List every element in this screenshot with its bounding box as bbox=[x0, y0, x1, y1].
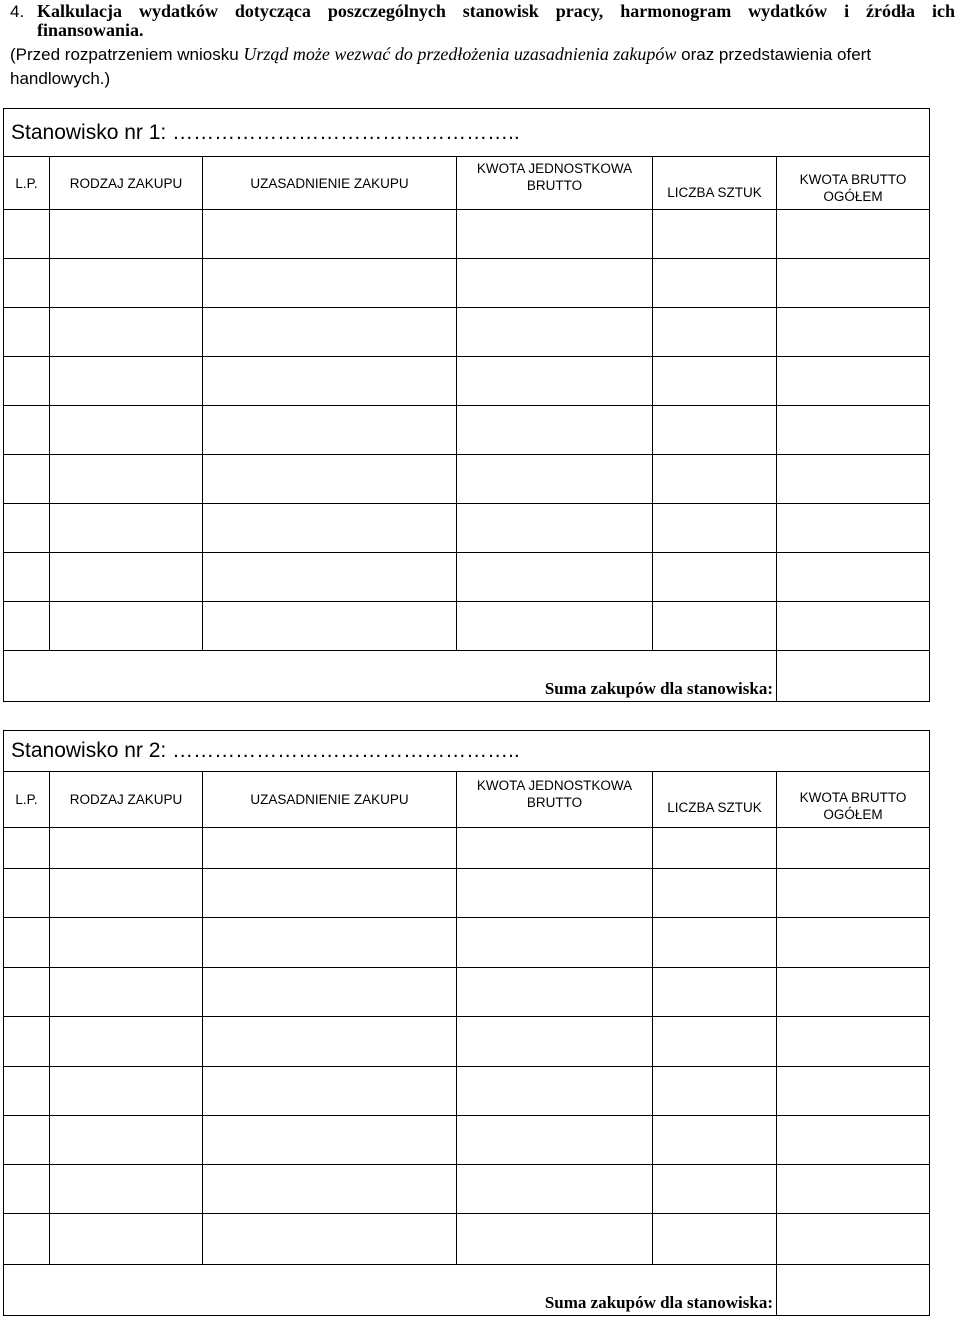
col-header-kwota-ogolem: KWOTA BRUTTO OGÓŁEM bbox=[777, 157, 930, 210]
cell-lp[interactable] bbox=[4, 968, 50, 1017]
cell-liczba[interactable] bbox=[653, 455, 777, 504]
cell-kwota-jednostkowa[interactable] bbox=[457, 869, 653, 918]
cell-uzasadnienie[interactable] bbox=[203, 1165, 457, 1214]
table-row bbox=[4, 553, 930, 602]
table-row bbox=[4, 406, 930, 455]
col-header-uzasadnienie: UZASADNIENIE ZAKUPU bbox=[203, 157, 457, 210]
table-row bbox=[4, 968, 930, 1017]
sum-row bbox=[4, 651, 930, 702]
cell-kwota-ogolem[interactable] bbox=[777, 210, 930, 259]
cell-liczba[interactable] bbox=[653, 869, 777, 918]
cell-liczba[interactable] bbox=[653, 553, 777, 602]
col-header-liczba: LICZBA SZTUK bbox=[653, 157, 777, 210]
cell-kwota-jednostkowa[interactable] bbox=[457, 602, 653, 651]
cell-liczba[interactable] bbox=[653, 968, 777, 1017]
cell-liczba[interactable] bbox=[653, 357, 777, 406]
cell-kwota-jednostkowa[interactable] bbox=[457, 259, 653, 308]
cell-rodzaj[interactable] bbox=[50, 1067, 203, 1116]
table-row bbox=[4, 828, 930, 869]
cell-liczba[interactable] bbox=[653, 406, 777, 455]
col-header-rodzaj: RODZAJ ZAKUPU bbox=[50, 157, 203, 210]
cell-rodzaj[interactable] bbox=[50, 259, 203, 308]
cell-liczba[interactable] bbox=[653, 1165, 777, 1214]
sum-value-cell[interactable] bbox=[777, 651, 930, 702]
cell-liczba[interactable] bbox=[653, 259, 777, 308]
cell-lp[interactable] bbox=[4, 504, 50, 553]
cell-kwota-jednostkowa[interactable] bbox=[457, 455, 653, 504]
cell-kwota-ogolem[interactable] bbox=[777, 553, 930, 602]
col-header-rodzaj: RODZAJ ZAKUPU bbox=[50, 772, 203, 828]
cell-rodzaj[interactable] bbox=[50, 602, 203, 651]
table-row bbox=[4, 357, 930, 406]
cell-lp[interactable] bbox=[4, 1017, 50, 1067]
cell-rodzaj[interactable] bbox=[50, 869, 203, 918]
cell-uzasadnienie[interactable] bbox=[203, 504, 457, 553]
cell-lp[interactable] bbox=[4, 1067, 50, 1116]
cell-rodzaj[interactable] bbox=[50, 504, 203, 553]
cell-uzasadnienie[interactable] bbox=[203, 308, 457, 357]
cell-kwota-ogolem[interactable] bbox=[777, 455, 930, 504]
cell-kwota-jednostkowa[interactable] bbox=[457, 828, 653, 869]
cell-uzasadnienie[interactable] bbox=[203, 968, 457, 1017]
cell-kwota-ogolem[interactable] bbox=[777, 968, 930, 1017]
station-title: Stanowisko nr 2: ………………………………………….. bbox=[4, 731, 930, 772]
cell-kwota-jednostkowa[interactable] bbox=[457, 553, 653, 602]
table-row bbox=[4, 1017, 930, 1067]
cell-liczba[interactable] bbox=[653, 210, 777, 259]
cell-kwota-jednostkowa[interactable] bbox=[457, 210, 653, 259]
sum-value-cell[interactable] bbox=[777, 1265, 930, 1316]
cell-lp[interactable] bbox=[4, 1116, 50, 1165]
note-open: (Przed rozpatrzeniem wniosku bbox=[10, 45, 239, 64]
cell-uzasadnienie[interactable] bbox=[203, 869, 457, 918]
cell-kwota-jednostkowa[interactable] bbox=[457, 968, 653, 1017]
table-row bbox=[4, 504, 930, 553]
table-row bbox=[4, 1067, 930, 1116]
cell-rodzaj[interactable] bbox=[50, 1116, 203, 1165]
station-table-2 bbox=[3, 730, 930, 1316]
cell-rodzaj[interactable] bbox=[50, 1214, 203, 1265]
col-header-liczba: LICZBA SZTUK bbox=[653, 772, 777, 828]
cell-uzasadnienie[interactable] bbox=[203, 455, 457, 504]
sum-label: Suma zakupów dla stanowiska: bbox=[4, 1265, 777, 1316]
cell-kwota-jednostkowa[interactable] bbox=[457, 1214, 653, 1265]
cell-liczba[interactable] bbox=[653, 504, 777, 553]
cell-liczba[interactable] bbox=[653, 918, 777, 968]
cell-kwota-ogolem[interactable] bbox=[777, 918, 930, 968]
cell-rodzaj[interactable] bbox=[50, 828, 203, 869]
cell-uzasadnienie[interactable] bbox=[203, 1067, 457, 1116]
cell-uzasadnienie[interactable] bbox=[203, 406, 457, 455]
cell-liczba[interactable] bbox=[653, 1214, 777, 1265]
cell-uzasadnienie[interactable] bbox=[203, 553, 457, 602]
cell-lp[interactable] bbox=[4, 553, 50, 602]
table-row bbox=[4, 308, 930, 357]
cell-rodzaj[interactable] bbox=[50, 455, 203, 504]
cell-kwota-jednostkowa[interactable] bbox=[457, 504, 653, 553]
note-italic: Urząd może wezwać do przedłożenia uzasadnienia zakupów bbox=[243, 44, 677, 64]
table-row bbox=[4, 1214, 930, 1265]
note-rest: oraz przedstawienia ofert bbox=[681, 45, 872, 64]
cell-liczba[interactable] bbox=[653, 1067, 777, 1116]
cell-kwota-ogolem[interactable] bbox=[777, 1116, 930, 1165]
col-header-uzasadnienie: UZASADNIENIE ZAKUPU bbox=[203, 772, 457, 828]
instruction-note bbox=[10, 42, 960, 91]
col-header-kwota-ogolem: KWOTA BRUTTO OGÓŁEM bbox=[777, 772, 930, 828]
cell-kwota-ogolem[interactable] bbox=[777, 1165, 930, 1214]
cell-kwota-ogolem[interactable] bbox=[777, 406, 930, 455]
cell-rodzaj[interactable] bbox=[50, 968, 203, 1017]
cell-lp[interactable] bbox=[4, 1214, 50, 1265]
cell-liczba[interactable] bbox=[653, 308, 777, 357]
note-line2: handlowych.) bbox=[10, 69, 111, 88]
cell-uzasadnienie[interactable] bbox=[203, 259, 457, 308]
cell-rodzaj[interactable] bbox=[50, 553, 203, 602]
section-heading bbox=[10, 0, 960, 42]
cell-kwota-ogolem[interactable] bbox=[777, 828, 930, 869]
cell-lp[interactable] bbox=[4, 259, 50, 308]
cell-kwota-jednostkowa[interactable] bbox=[457, 1116, 653, 1165]
table-row bbox=[4, 869, 930, 918]
cell-lp[interactable] bbox=[4, 918, 50, 968]
cell-lp[interactable] bbox=[4, 406, 50, 455]
cell-uzasadnienie[interactable] bbox=[203, 1017, 457, 1067]
cell-kwota-jednostkowa[interactable] bbox=[457, 1165, 653, 1214]
cell-uzasadnienie[interactable] bbox=[203, 602, 457, 651]
cell-lp[interactable] bbox=[4, 455, 50, 504]
table-row bbox=[4, 918, 930, 968]
section-number: 4. bbox=[10, 2, 25, 21]
cell-rodzaj[interactable] bbox=[50, 918, 203, 968]
cell-lp[interactable] bbox=[4, 602, 50, 651]
cell-rodzaj[interactable] bbox=[50, 406, 203, 455]
section-title-continued: finansowania. bbox=[37, 20, 144, 40]
col-header-kwota-jednostkowa: KWOTA JEDNOSTKOWA BRUTTO bbox=[457, 157, 653, 210]
sum-label: Suma zakupów dla stanowiska: bbox=[4, 651, 777, 702]
table-row bbox=[4, 455, 930, 504]
cell-uzasadnienie[interactable] bbox=[203, 1214, 457, 1265]
cell-uzasadnienie[interactable] bbox=[203, 918, 457, 968]
cell-kwota-jednostkowa[interactable] bbox=[457, 1067, 653, 1116]
cell-kwota-ogolem[interactable] bbox=[777, 357, 930, 406]
table-row bbox=[4, 259, 930, 308]
cell-liczba[interactable] bbox=[653, 1116, 777, 1165]
cell-rodzaj[interactable] bbox=[50, 1017, 203, 1067]
cell-liczba[interactable] bbox=[653, 828, 777, 869]
cell-rodzaj[interactable] bbox=[50, 357, 203, 406]
cell-kwota-ogolem[interactable] bbox=[777, 504, 930, 553]
cell-rodzaj[interactable] bbox=[50, 1165, 203, 1214]
cell-liczba[interactable] bbox=[653, 602, 777, 651]
cell-kwota-jednostkowa[interactable] bbox=[457, 406, 653, 455]
cell-kwota-jednostkowa[interactable] bbox=[457, 1017, 653, 1067]
cell-uzasadnienie[interactable] bbox=[203, 357, 457, 406]
cell-kwota-ogolem[interactable] bbox=[777, 602, 930, 651]
station-table-1 bbox=[3, 108, 930, 702]
cell-kwota-ogolem[interactable] bbox=[777, 1214, 930, 1265]
col-header-lp: L.P. bbox=[4, 772, 50, 828]
cell-lp[interactable] bbox=[4, 1165, 50, 1214]
cell-lp[interactable] bbox=[4, 308, 50, 357]
cell-lp[interactable] bbox=[4, 357, 50, 406]
cell-rodzaj[interactable] bbox=[50, 308, 203, 357]
sum-row bbox=[4, 1265, 930, 1316]
cell-lp[interactable] bbox=[4, 869, 50, 918]
table-row bbox=[4, 210, 930, 259]
table-row bbox=[4, 1116, 930, 1165]
cell-kwota-ogolem[interactable] bbox=[777, 308, 930, 357]
cell-uzasadnienie[interactable] bbox=[203, 828, 457, 869]
table-row bbox=[4, 1165, 930, 1214]
cell-lp[interactable] bbox=[4, 210, 50, 259]
col-header-kwota-jednostkowa: KWOTA JEDNOSTKOWA BRUTTO bbox=[457, 772, 653, 828]
cell-kwota-ogolem[interactable] bbox=[777, 1017, 930, 1067]
cell-kwota-jednostkowa[interactable] bbox=[457, 357, 653, 406]
table-row bbox=[4, 602, 930, 651]
cell-kwota-ogolem[interactable] bbox=[777, 259, 930, 308]
cell-kwota-jednostkowa[interactable] bbox=[457, 308, 653, 357]
cell-kwota-jednostkowa[interactable] bbox=[457, 918, 653, 968]
cell-rodzaj[interactable] bbox=[50, 210, 203, 259]
section-title: Kalkulacja wydatków dotycząca poszczególnych stanowisk pracy, harmonogram wydatków i źródła ich bbox=[37, 1, 955, 21]
cell-lp[interactable] bbox=[4, 828, 50, 869]
cell-liczba[interactable] bbox=[653, 1017, 777, 1067]
cell-kwota-ogolem[interactable] bbox=[777, 869, 930, 918]
cell-kwota-ogolem[interactable] bbox=[777, 1067, 930, 1116]
col-header-lp: L.P. bbox=[4, 157, 50, 210]
cell-uzasadnienie[interactable] bbox=[203, 210, 457, 259]
cell-uzasadnienie[interactable] bbox=[203, 1116, 457, 1165]
station-title: Stanowisko nr 1: ………………………………………….. bbox=[4, 109, 930, 157]
